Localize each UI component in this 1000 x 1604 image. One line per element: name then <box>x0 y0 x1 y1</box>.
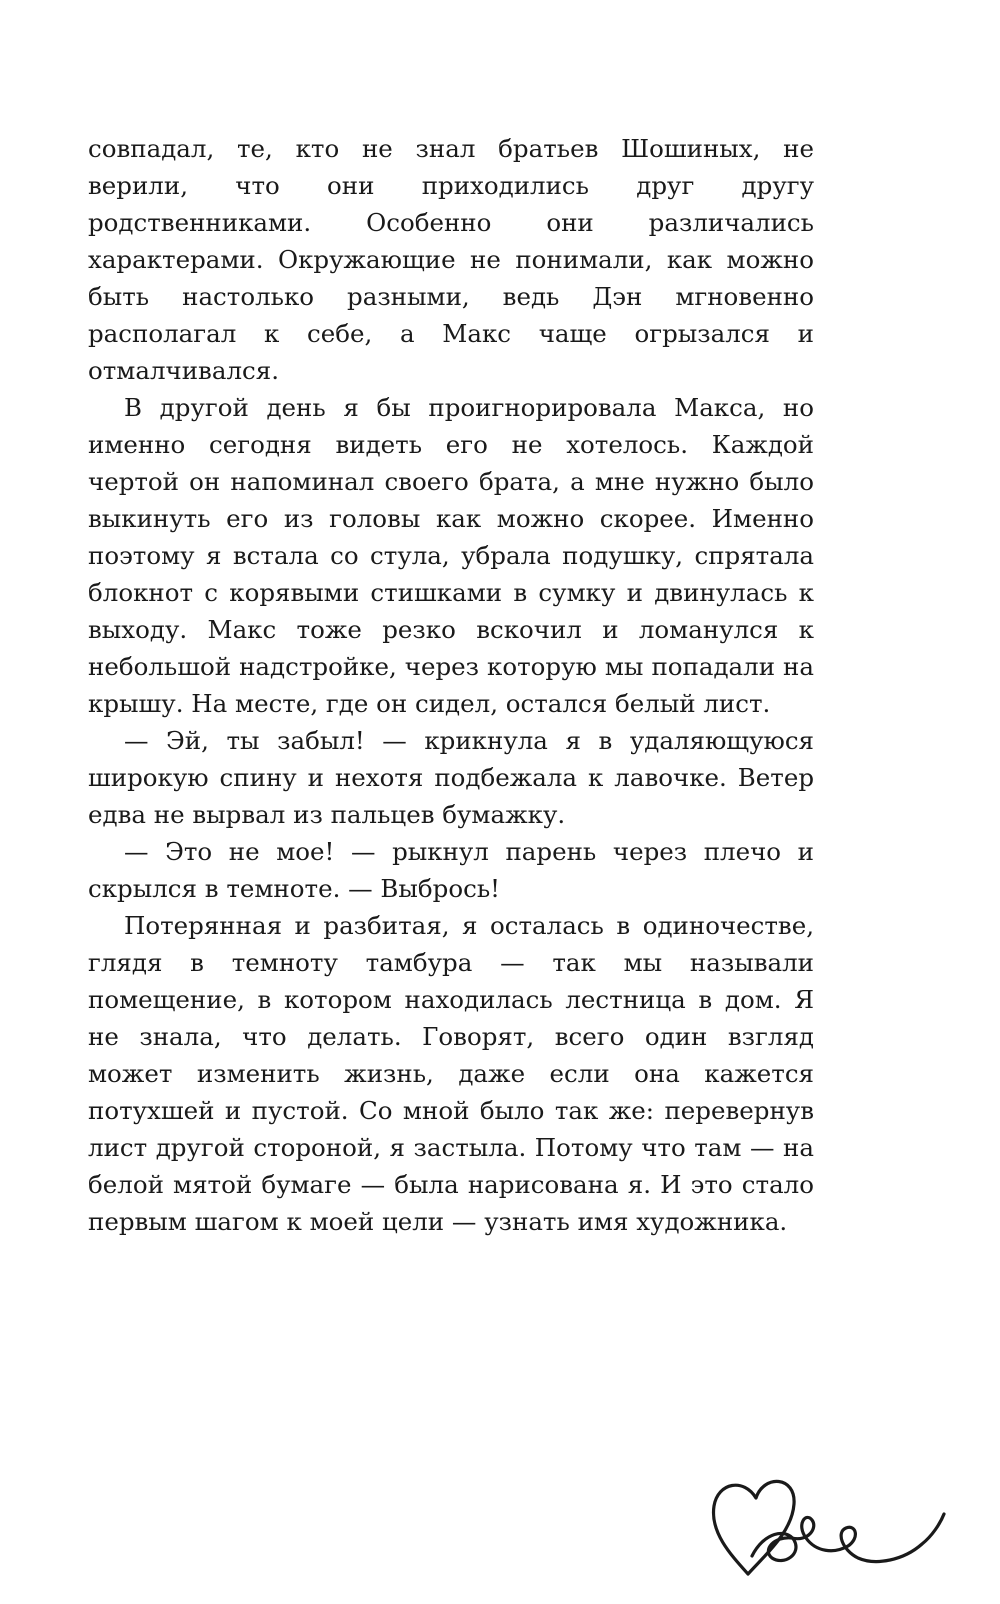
paragraph-2: В другой день я бы проигнорировала Макса, но именно сегодня видеть его не хотелось. Каждой чертой он напоминал своего брата, а мне нужно было выкинуть его из головы как можно скорее. Именно поэтому я встала со стула, убрала подушку, спрятала блокнот с корявыми стишками в сумку и двинулась к выходу. Макс тоже резко вскочил и ломанулся к небольшой надстройке, через которую мы попадали на крышу. На месте, где он сидел, остался белый лист. <box>88 393 814 718</box>
paragraph-5: Потерянная и разбитая, я осталась в одиночестве, глядя в темноту тамбура — так мы называли помещение, в котором находилась лестница в дом. Я не знала, что делать. Говорят, всего один взгляд может изменить жизнь, даже если она кажется потухшей и пустой. Со мной было так же: перевернув лист другой стороной, я застыла. Потому что там — на белой мятой бумаге — была нарисована я. И это стало первым шагом к моей цели — узнать имя художника. <box>88 911 814 1236</box>
body-text <box>88 130 814 1240</box>
heart-flourish-icon <box>708 1462 948 1582</box>
paragraph-4: — Это не мое! — рыкнул парень через плечо и скрылся в темноте. — Выбрось! <box>88 837 814 903</box>
paragraph-3: — Эй, ты забыл! — крикнула я в удаляющуюся широкую спину и нехотя подбежала к лавочке. Ветер едва не вырвал из пальцев бумажку. <box>88 726 814 829</box>
paragraph-1: совпадал, те, кто не знал братьев Шошиных, не верили, что они приходились друг другу родственниками. Особенно они различались характерами. Окружающие не понимали, как можно быть настолько разными, ведь Дэн мгновенно располагал к себе, а Макс чаще огрызался и отмалчивался. <box>88 134 814 385</box>
